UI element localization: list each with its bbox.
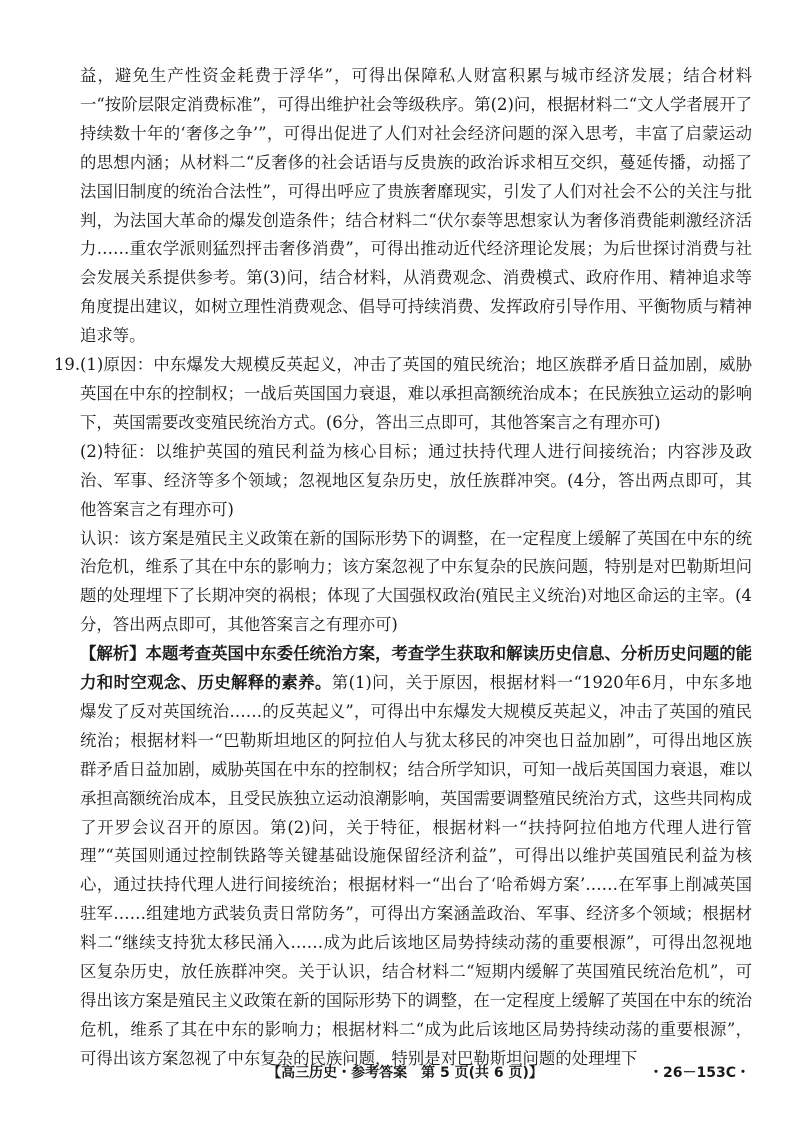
analysis-body: 第(1)问，关于原因，根据材料一“1920年6月，中东多地爆发了反对英国统治……的反英起义”，可得出中东爆发大规模反英起义，冲击了英国的殖民统治；根据材料一“巴勒斯坦地区的阿拉伯人与犹太移民的冲突也日益加剧”，可得出地区族群矛盾日益加剧，威胁英国在中东的控制权；结合所学知识，可知一战后英国国力衰退，难以承担高额统治成本，且受民族独立运动浪潮影响，英国需要调整殖民统治方式，这些共同构成了开罗会议召开的原因。第(2)问，关于特征，根据材料一“扶持阿拉伯地方代理人进行管理”“英国则通过控制铁路等关键基础设施保留经济利益”，可得出以维护英国殖民利益为核心，通过扶持代理人进行间接统治；根据材料一“出台了‘哈希姆方案’……在军事上削减英国驻军……组建地方武装负责日常防务”，可得出方案涵盖政治、军事、经济多个领域；根据材料二“继续支持犹太移民涌入……成为此后该地区局势持续动荡的重要根源”，可得出忽视地区复杂历史，放任族群冲突。关于认识，结合材料二“短期内缓解了英国殖民统治危机”，可得出该方案是殖民主义政策在新的国际形势下的调整，在一定程度上缓解了英国在中东的统治危机，维系了其在中东的影响力；根据材料二“成为此后该地区局势持续动荡的重要根源”，可得出该方案忽视了中东复杂的民族问题，特别是对巴勒斯坦问题的处理埋下	[80, 673, 753, 1068]
footer-code: ・26－153C・	[649, 1065, 750, 1081]
q19-part1: (1)原因：中东爆发大规模反英起义，冲击了英国的殖民统治；地区族群矛盾日益加剧，威胁英国在中东的控制权；一战后英国国力衰退，难以承担高额统治成本；在民族独立运动的影响下，英国需要改变殖民统治方式。(6分，答出三点即可，其他答案言之有理亦可)	[80, 355, 753, 432]
q19-part2: (2)特征：以维护英国的殖民利益为核心目标；通过扶持代理人进行间接统治；内容涉及政治、军事、经济等多个领域；忽视地区复杂历史，放任族群冲突。(4分，答出两点即可，其他答案言之有理亦可)	[80, 441, 752, 519]
q19-part3: 认识：该方案是殖民主义政策在新的国际形势下的调整，在一定程度上缓解了英国在中东的统治危机，维系了其在中东的影响力；该方案忽视了中东复杂的民族问题，特别是对巴勒斯坦问题的处理埋下了长期冲突的祸根；体现了大国强权政治(殖民主义统治)对地区命运的主宰。(4分，答出两点即可，其他答案言之有理亦可)	[80, 528, 753, 635]
analysis-paragraph	[80, 640, 752, 1074]
analysis-heading: 【解析】本题考查英国中东委任统治方案，考查学生获取和解读历史信息、分析历史问题的能力和时空观念、历史解释的素养。	[80, 644, 753, 693]
page-footer	[0, 1062, 800, 1086]
question-19	[54, 351, 753, 1074]
continuation-paragraph: 益，避免生产性资金耗费于浮华”，可得出保障私人财富积累与城市经济发展；结合材料一“按阶层限定消费标准”，可得出维护社会等级秩序。第(2)问，根据材料二“文人学者展开了持续数十年的‘奢侈之争’”，可得出促进了人们对社会经济问题的深入思考，丰富了启蒙运动的思想内涵；从材料二“反奢侈的社会话语与反贵族的政治诉求相互交织，蔓延传播，动摇了法国旧制度的统治合法性”，可得出呼应了贵族奢靡现实，引发了人们对社会不公的关注与批判，为法国大革命的爆发创造条件；结合材料二“伏尔泰等思想家认为奢侈消费能刺激经济活力……重农学派则猛烈抨击奢侈消费”，可得出推动近代经济理论发展；为后世探讨消费与社会发展关系提供参考。第(3)问，结合材料，从消费观念、消费模式、政府作用、精神追求等角度提出建议，如树立理性消费观念、倡导可持续消费、发挥政府引导作用、平衡物质与精神追求等。	[80, 66, 753, 346]
footer-page-info: 【高三历史・参考答案 第 5 页(共 6 页)】	[267, 1065, 543, 1081]
question-number: 19.	[54, 355, 81, 375]
